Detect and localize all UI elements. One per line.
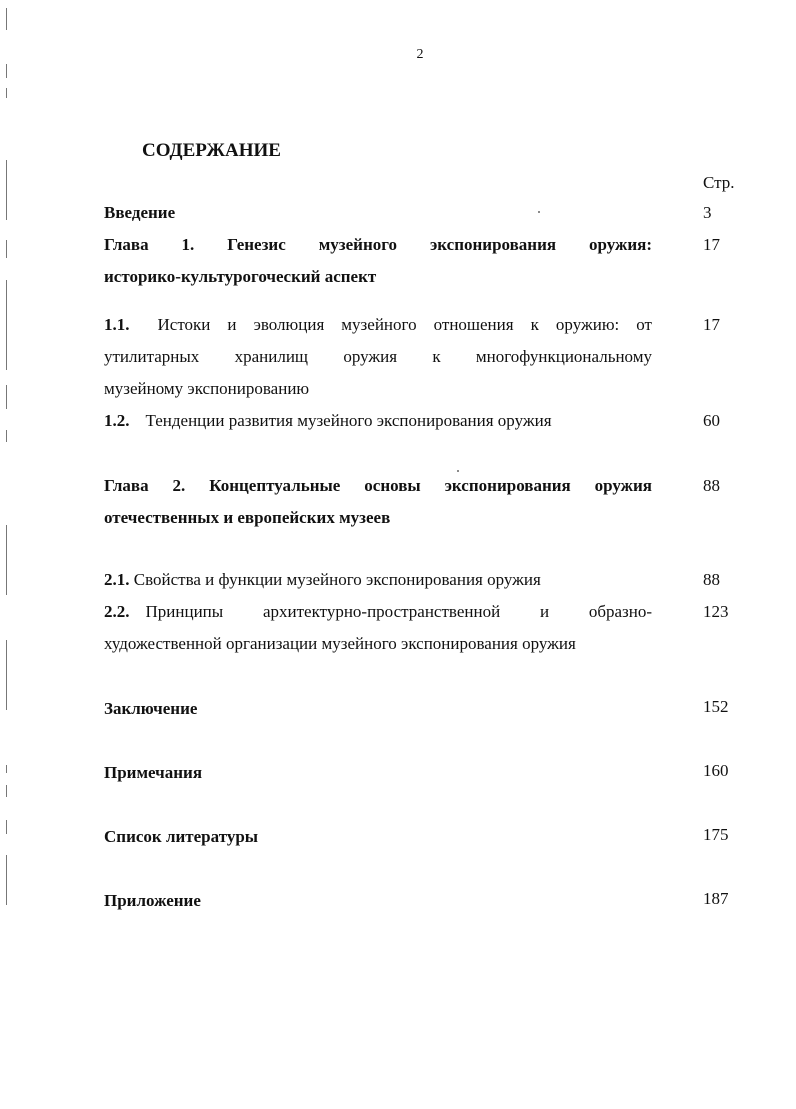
toc-entry-first-line xyxy=(104,405,652,437)
toc-entry-text: художественной организации музейного экспонирования оружия xyxy=(104,634,576,653)
toc-entry-text: историко-культурогочеcкий аспект xyxy=(104,267,377,286)
toc-entry-text: Глава 2. Концептуальные основы экспонирования оружия xyxy=(104,476,652,495)
toc-entry-section-2-2 xyxy=(104,596,652,660)
toc-entry-text: утилитарных хранилищ оружия к многофункциональному xyxy=(104,347,652,366)
toc-entry-text: Список литературы xyxy=(104,827,259,846)
toc-page-chapter-2: 88 xyxy=(703,476,720,495)
scan-margin-marks xyxy=(0,0,14,1109)
toc-entry-notes xyxy=(104,757,652,789)
toc-page-section-2-2: 123 xyxy=(703,602,729,621)
pages-column-label: Стр. xyxy=(703,173,735,192)
toc-page-section-2-1: 88 xyxy=(703,570,720,589)
toc-entry-section-1-1 xyxy=(104,309,652,405)
toc-title: СОДЕРЖАНИЕ xyxy=(142,140,281,161)
toc-entry-text: Свойства и функции музейного экспонирования оружия xyxy=(133,570,541,589)
toc-entry-text: Примечания xyxy=(104,763,203,782)
toc-entry-section-2-1 xyxy=(104,564,652,596)
toc-entry-text: Глава 1. Генезис музейного экспонирования оружия: xyxy=(104,235,652,254)
toc-entry-text: Введение xyxy=(104,203,176,222)
toc-entry-number: 1.2. xyxy=(104,411,130,430)
toc-page-section-1-2: 60 xyxy=(703,411,720,430)
toc-entry-introduction xyxy=(104,197,652,229)
toc-entry-first-line xyxy=(104,309,652,341)
toc-page-section-1-1: 17 xyxy=(703,315,720,334)
toc-entry-text: музейному экспонированию xyxy=(104,379,310,398)
toc-entry-number: 2.1. xyxy=(104,570,130,589)
toc-entry-text: Принципы архитектурно-пространственной и образно- xyxy=(145,602,652,621)
toc-entry-first-line xyxy=(104,596,652,628)
toc-entry-section-1-2 xyxy=(104,405,652,437)
toc-entry-text: Заключение xyxy=(104,699,198,718)
toc-entry-conclusion xyxy=(104,693,652,725)
toc-entry-chapter-1 xyxy=(104,229,652,293)
toc-page-chapter-1: 17 xyxy=(703,235,720,254)
toc-entry-bibliography xyxy=(104,821,652,853)
toc-entry-first-line xyxy=(104,564,652,596)
toc-page-conclusion: 152 xyxy=(703,697,729,716)
toc-page-notes: 160 xyxy=(703,761,729,780)
toc-entry-number: 1.1. xyxy=(104,315,130,334)
toc-page-bibliography: 175 xyxy=(703,825,729,844)
page-number: 2 xyxy=(416,47,424,62)
toc-page-introduction: 3 xyxy=(703,203,712,222)
toc-entry-text: Тенденции развития музейного экспонирования оружия xyxy=(145,411,552,430)
toc-entry-text: отечественных и европейских музеев xyxy=(104,508,391,527)
toc-entry-chapter-2 xyxy=(104,470,652,534)
toc-entry-text: Истоки и эволюция музейного отношения к оружию: от xyxy=(157,315,652,334)
toc-entry-appendix xyxy=(104,885,652,917)
toc-page-appendix: 187 xyxy=(703,889,729,908)
toc-entry-number: 2.2. xyxy=(104,602,130,621)
toc-entry-text: Приложение xyxy=(104,891,201,910)
